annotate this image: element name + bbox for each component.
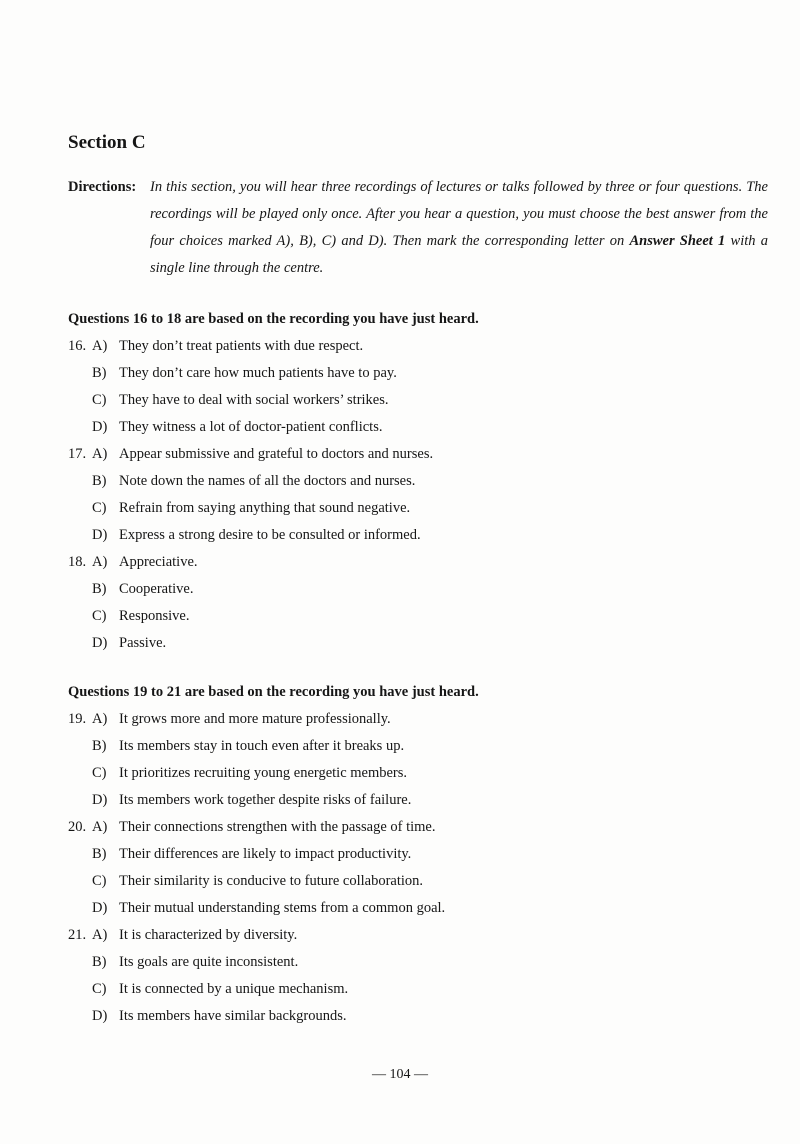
- answer-option: [68, 549, 768, 576]
- option-letter: D): [92, 792, 108, 808]
- option-letter: A): [92, 819, 108, 835]
- option-text: They witness a lot of doctor-patient conflicts.: [119, 419, 383, 435]
- option-letter: C): [92, 608, 107, 624]
- option-letter: B): [92, 473, 107, 489]
- answer-option: [68, 360, 768, 387]
- question-number: 16.: [68, 338, 87, 354]
- answer-option: [68, 441, 768, 468]
- answer-option: [68, 630, 768, 657]
- option-letter: B): [92, 581, 107, 597]
- option-letter: D): [92, 900, 108, 916]
- option-text: It is connected by a unique mechanism.: [119, 981, 349, 997]
- option-text: Their differences are likely to impact productivity.: [119, 846, 412, 862]
- section-title: Section C: [68, 132, 146, 153]
- answer-option: [68, 922, 768, 949]
- option-letter: B): [92, 738, 107, 754]
- option-letter: D): [92, 1008, 108, 1024]
- option-text: They have to deal with social workers’ strikes.: [119, 392, 389, 408]
- option-letter: C): [92, 392, 107, 408]
- answer-option: [68, 706, 768, 733]
- answer-option: [68, 387, 768, 414]
- directions-text-part: In this section, you will hear three recordings of lectures or talks followed by three or four questions. The recordings will be played only once. After you hear a question, you must choose the best answer from the four choices marked A), B), C) and D). Then mark the corresponding letter on: [150, 179, 768, 249]
- option-letter: C): [92, 981, 107, 997]
- question-number: 18.: [68, 554, 87, 570]
- page-number: — 104 —: [372, 1067, 428, 1082]
- option-text: Note down the names of all the doctors and nurses.: [119, 473, 416, 489]
- question-number: 20.: [68, 819, 87, 835]
- option-letter: D): [92, 635, 108, 651]
- directions-label: Directions:: [68, 179, 137, 195]
- option-letter: B): [92, 365, 107, 381]
- option-text: Their connections strengthen with the passage of time.: [119, 819, 436, 835]
- question-group: [68, 679, 768, 1030]
- option-text: Its members work together despite risks of failure.: [119, 792, 412, 808]
- option-text: Its members stay in touch even after it breaks up.: [119, 738, 405, 754]
- answer-option: [68, 949, 768, 976]
- answer-option: [68, 414, 768, 441]
- option-text: Its members have similar backgrounds.: [119, 1008, 347, 1024]
- answer-option: [68, 895, 768, 922]
- answer-sheet-label: Answer Sheet 1: [629, 233, 726, 249]
- option-letter: D): [92, 419, 108, 435]
- answer-option: [68, 787, 768, 814]
- question-group-header: Questions 16 to 18 are based on the recording you have just heard.: [68, 311, 479, 327]
- answer-option: [68, 760, 768, 787]
- answer-option: [68, 1003, 768, 1030]
- answer-option: [68, 495, 768, 522]
- option-text: Passive.: [119, 635, 167, 651]
- option-text: Its goals are quite inconsistent.: [119, 954, 299, 970]
- answer-option: [68, 603, 768, 630]
- option-text: Their similarity is conducive to future collaboration.: [119, 873, 424, 889]
- answer-option: [68, 333, 768, 360]
- option-text: Cooperative.: [119, 581, 194, 597]
- option-text: Express a strong desire to be consulted or informed.: [119, 527, 421, 543]
- answer-option: [68, 576, 768, 603]
- option-letter: C): [92, 873, 107, 889]
- option-letter: A): [92, 446, 108, 462]
- option-letter: A): [92, 927, 108, 943]
- option-text: Refrain from saying anything that sound negative.: [119, 500, 411, 516]
- answer-option: [68, 976, 768, 1003]
- option-text: They don’t care how much patients have to pay.: [119, 365, 397, 381]
- answer-option: [68, 522, 768, 549]
- option-letter: A): [92, 711, 108, 727]
- option-text: Appear submissive and grateful to doctors and nurses.: [119, 446, 434, 462]
- option-text: Responsive.: [119, 608, 190, 624]
- option-letter: B): [92, 846, 107, 862]
- option-text: Appreciative.: [119, 554, 198, 570]
- option-text: It is characterized by diversity.: [119, 927, 298, 943]
- directions-text-part: with a single line through the centre.: [150, 233, 768, 276]
- answer-option: [68, 468, 768, 495]
- option-letter: D): [92, 527, 108, 543]
- directions-text: [150, 174, 768, 282]
- option-letter: C): [92, 500, 107, 516]
- answer-option: [68, 841, 768, 868]
- option-letter: A): [92, 554, 108, 570]
- directions: [68, 174, 768, 282]
- question-group: [68, 306, 768, 657]
- option-text: Their mutual understanding stems from a common goal.: [119, 900, 446, 916]
- option-text: It grows more and more mature professionally.: [119, 711, 391, 727]
- option-letter: A): [92, 338, 108, 354]
- option-text: It prioritizes recruiting young energetic members.: [119, 765, 408, 781]
- answer-option: [68, 733, 768, 760]
- option-letter: B): [92, 954, 107, 970]
- option-text: They don’t treat patients with due respect.: [119, 338, 364, 354]
- question-number: 19.: [68, 711, 87, 727]
- option-letter: C): [92, 765, 107, 781]
- answer-option: [68, 814, 768, 841]
- question-number: 21.: [68, 927, 87, 943]
- question-group-header: Questions 19 to 21 are based on the recording you have just heard.: [68, 684, 479, 700]
- answer-option: [68, 868, 768, 895]
- question-number: 17.: [68, 446, 87, 462]
